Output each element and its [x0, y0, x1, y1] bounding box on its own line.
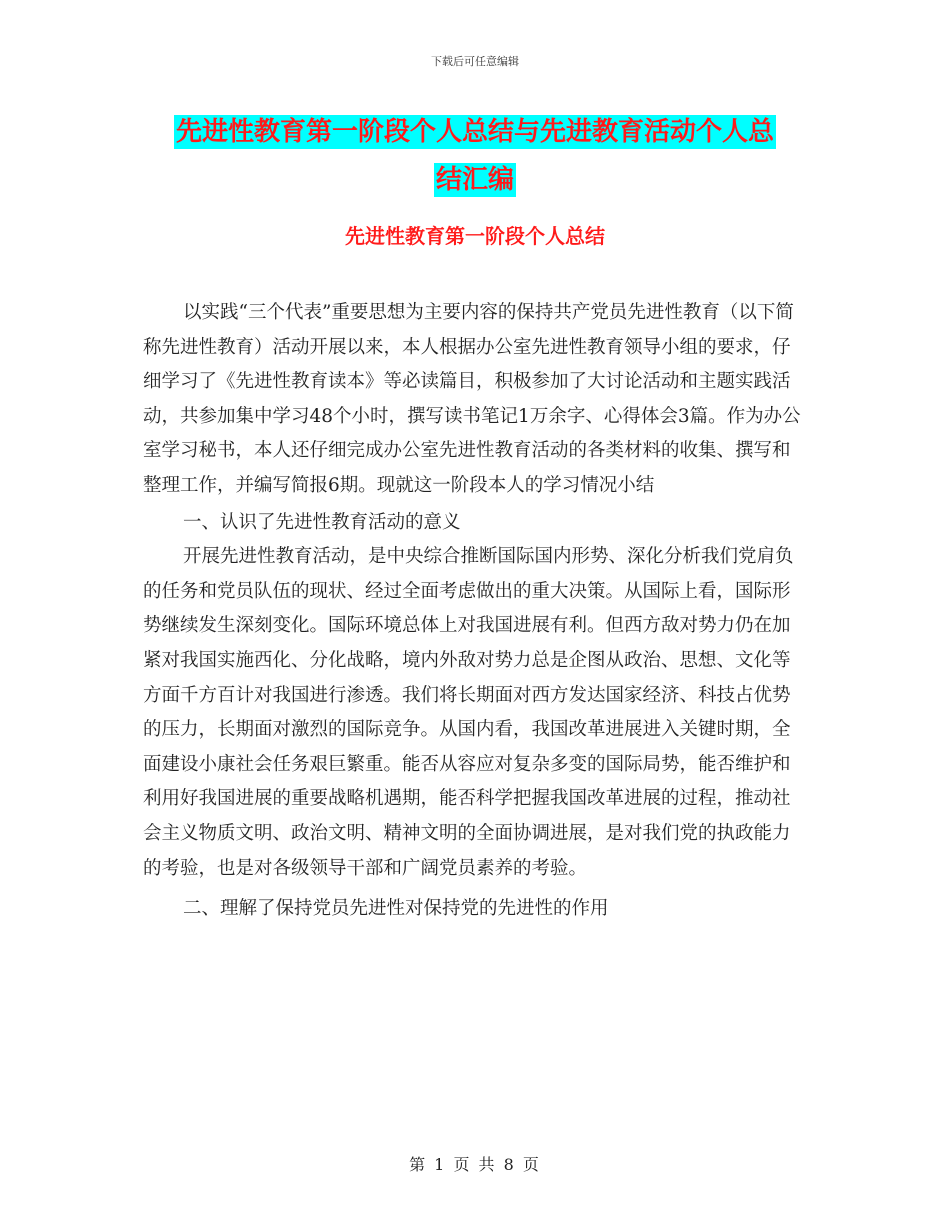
header-note: 下载后可任意编辑 [431, 55, 519, 68]
heading-point-2: 二、理解了保持党员先进性对保持党的先进性的作用 [183, 898, 609, 920]
section-title: 先进性教育第一阶段个人总结 [345, 224, 605, 248]
document-title [0, 108, 950, 204]
paragraph-intro: 以实践“三个代表”重要思想为主要内容的保持共产党员先进性教育（以下简称先进性教育）活动开展以来，本人根据办公室先进性教育领导小组的要求，仔细学习了《先进性教育读本》等必读篇目，积极参加了大讨论活动和主题实践活动，共参加集中学习48个小时，撰写读书笔记1万余字、心得体会3篇。作为办公室学习秘书，本人还仔细完成办公室先进性教育活动的各类材料的收集、撰写和整理工作，并编写简报6期。现就这一阶段本人的学习情况小结 [143, 302, 801, 496]
document-title-line-2: 结汇编 [435, 165, 514, 195]
document-title-line-1: 先进性教育第一阶段个人总结与先进教育活动个人总 [175, 117, 774, 147]
heading-point-1: 一、认识了先进性教育活动的意义 [183, 511, 461, 533]
page-footer: 第 1 页 共 8 页 [409, 1155, 541, 1174]
document-body [143, 296, 808, 927]
paragraph-point-1: 开展先进性教育活动，是中央综合推断国际国内形势、深化分析我们党肩负的任务和党员队伍的现状、经过全面考虑做出的重大决策。从国际上看，国际形势继续发生深刻变化。国际环境总体上对我国进展有利。但西方敌对势力仍在加紧对我国实施西化、分化战略，境内外敌对势力总是企图从政治、思想、文化等方面千方百计对我国进行渗透。我们将长期面对西方发达国家经济、科技占优势的压力，长期面对激烈的国际竞争。从国内看，我国改革进展进入关键时期，全面建设小康社会任务艰巨繁重。能否从容应对复杂多变的国际局势，能否维护和利用好我国进展的重要战略机遇期，能否科学把握我国改革进展的过程，推动社会主义物质文明、政治文明、精神文明的全面协调进展，是对我们党的执政能力的考验，也是对各级领导干部和广阔党员素养的考验。 [143, 546, 794, 879]
